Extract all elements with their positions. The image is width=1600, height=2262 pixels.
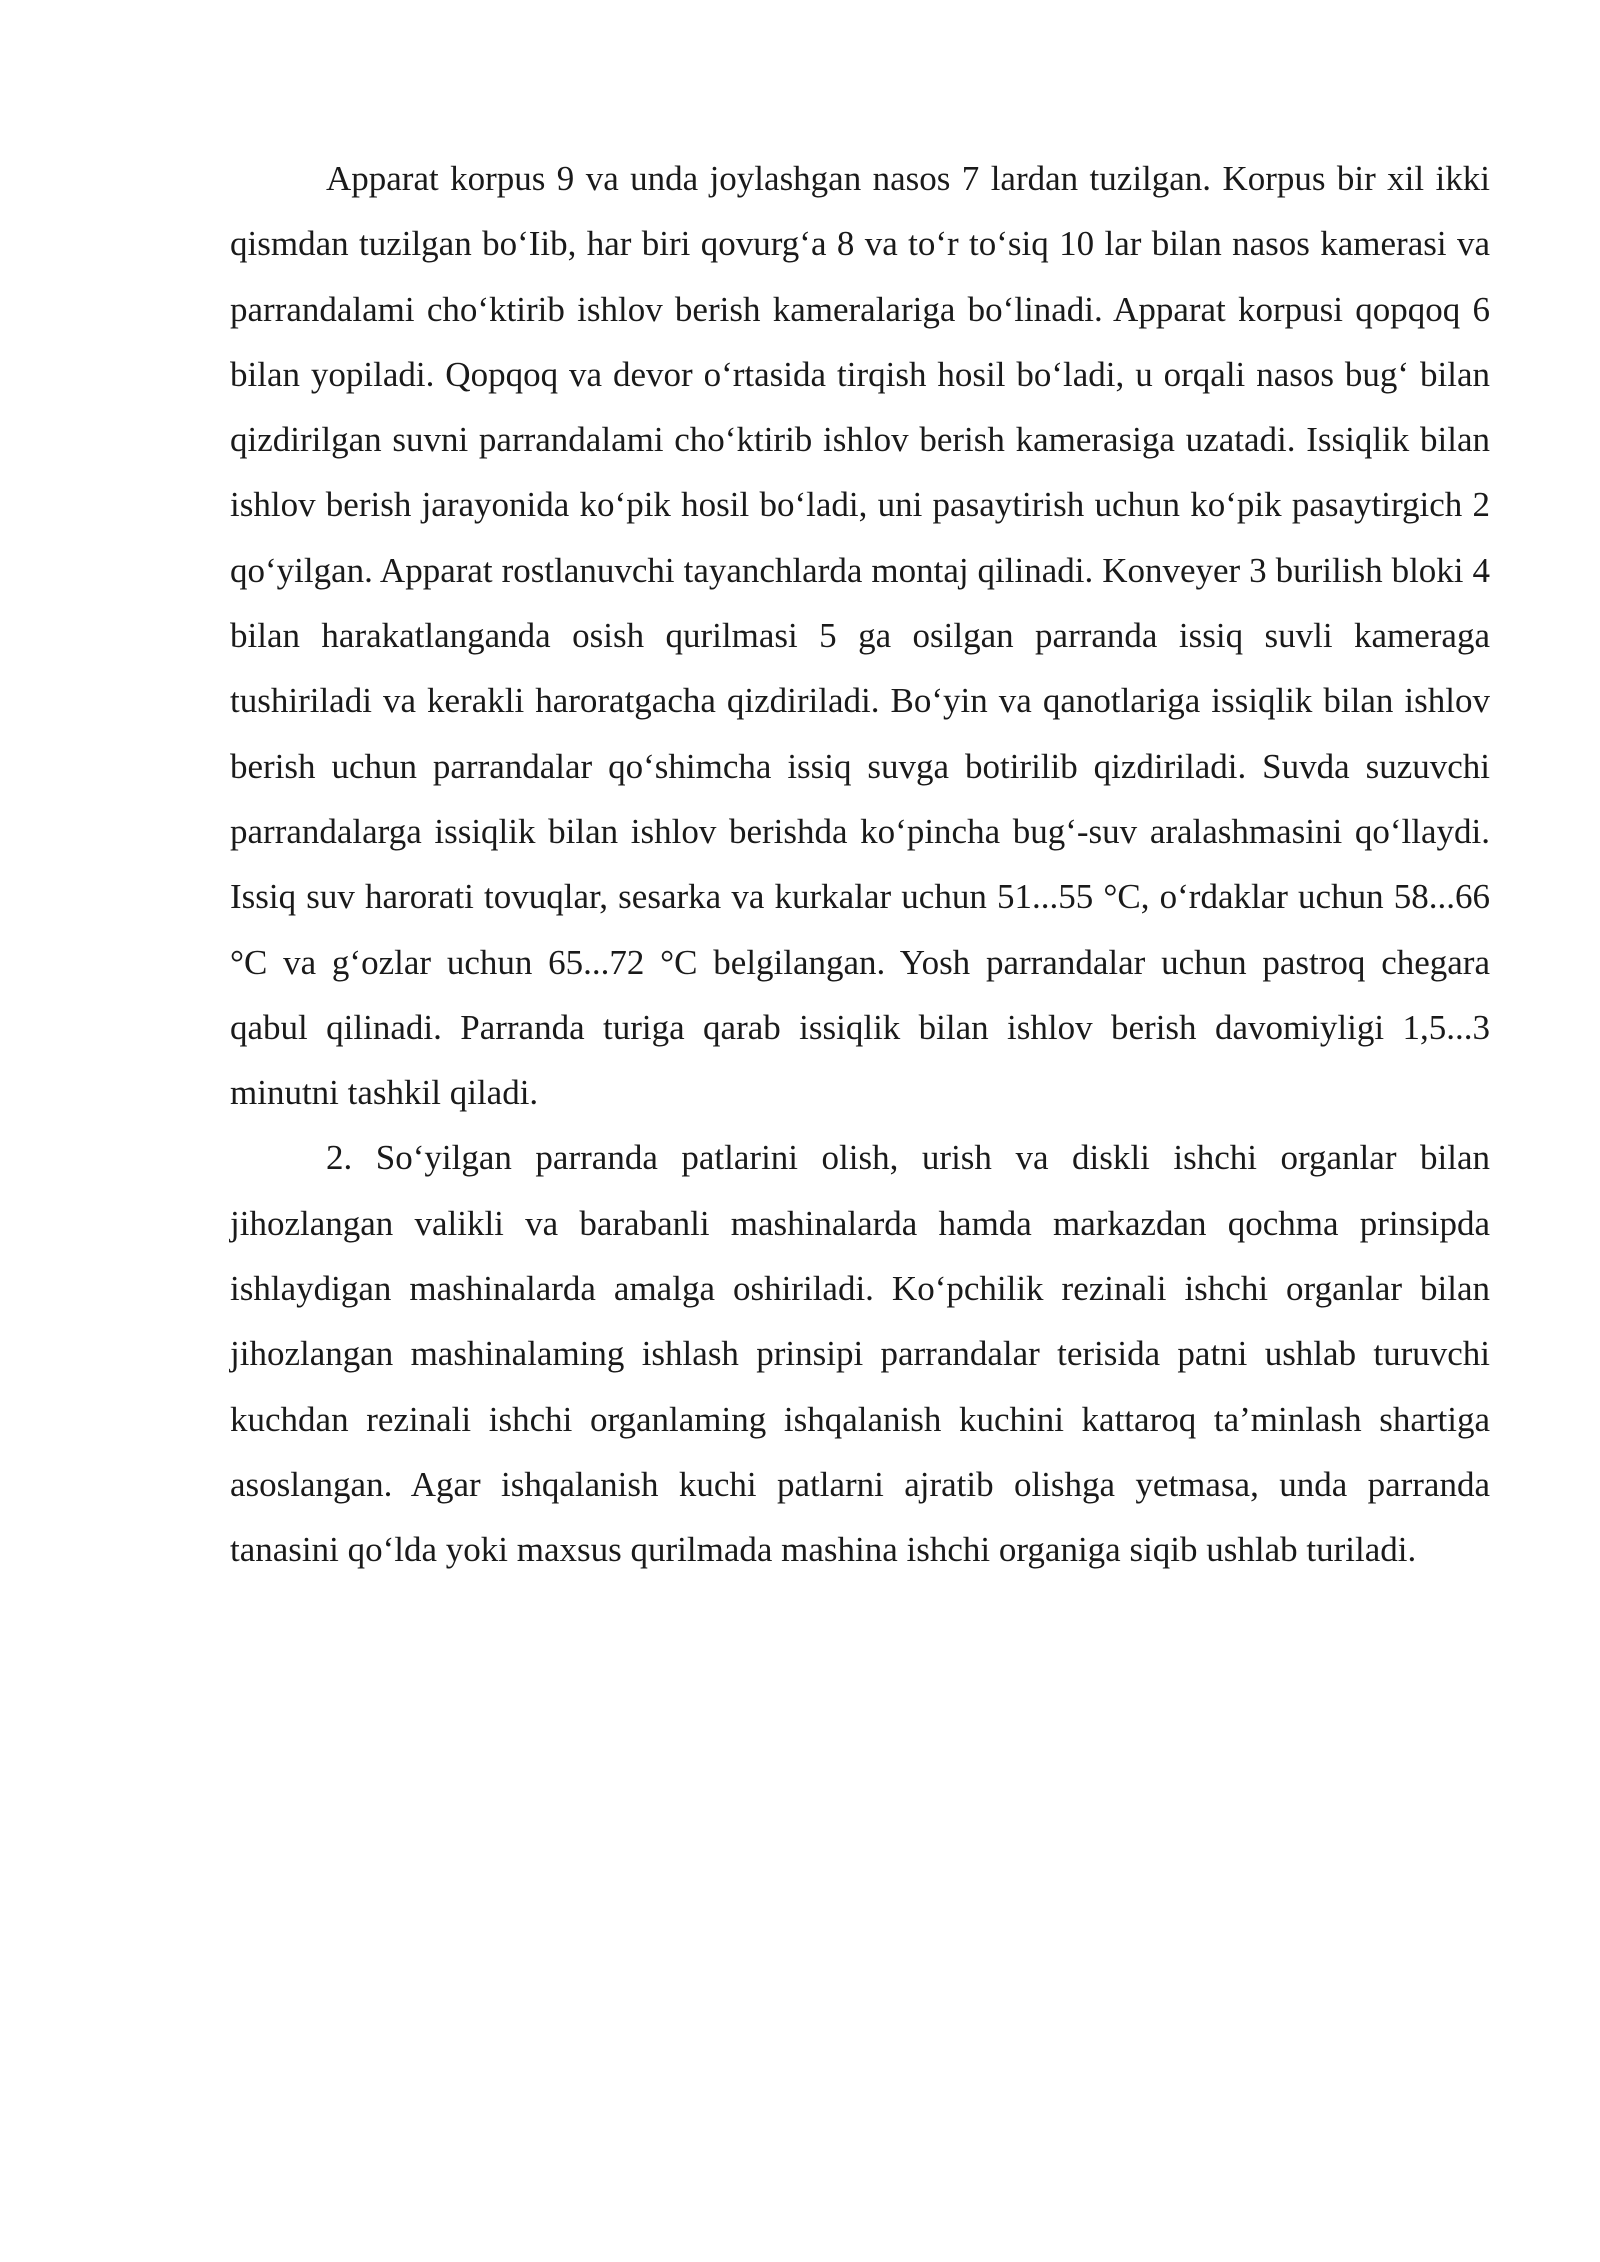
document-body: [230, 146, 1490, 1583]
paragraph-1: Apparat korpus 9 va unda joylashgan nasos 7 lardan tuzilgan. Korpus bir xil ikki qismdan tuzilgan bo‘Iib, har biri qovurg‘a 8 va to‘r to‘siq 10 lar bilan nasos kamerasi va parrandalami cho‘ktirib ishlov berish kameralariga bo‘linadi. Apparat korpusi qopqoq 6 bilan yopiladi. Qopqoq va devor o‘rtasida tirqish hosil bo‘ladi, u orqali nasos bug‘ bilan qizdirilgan suvni parrandalami cho‘ktirib ishlov berish kamerasiga uzatadi. Issiqlik bilan ishlov berish jarayonida ko‘pik hosil bo‘ladi, uni pasaytirish uchun ko‘pik pasaytirgich 2 qo‘yilgan. Apparat rostlanuvchi tayanchlarda montaj qilinadi. Konveyer 3 burilish bloki 4 bilan harakatlanganda osish qurilmasi 5 ga osilgan parranda issiq suvli kameraga tushiriladi va kerakli haroratgacha qizdiriladi. Bo‘yin va qanotlariga issiqlik bilan ishlov berish uchun parrandalar qo‘shimcha issiq suvga botirilib qizdiriladi. Suvda suzuvchi parrandalarga issiqlik bilan ishlov berishda ko‘pincha bug‘-suv aralashmasini qo‘llaydi. Issiq suv harorati tovuqlar, sesarka va kurkalar uchun 51...55 °C, o‘rdaklar uchun 58...66 °C va g‘ozlar uchun 65...72 °C belgilangan. Yosh parrandalar uchun pastroq chegara qabul qilinadi. Parranda turiga qarab issiqlik bilan ishlov berish davomiyligi 1,5...3 minutni tashkil qiladi.: [230, 159, 1490, 1113]
paragraph-2: 2. So‘yilgan parranda patlarini olish, urish va diskli ishchi organlar bilan jihozlangan valikli va barabanli mashinalarda hamda markazdan qochma prinsipda ishlaydigan mashinalarda amalga oshiriladi. Ko‘pchilik rezinali ishchi organlar bilan jihozlangan mashinalaming ishlash prinsipi parrandalar terisida patni ushlab turuvchi kuchdan rezinali ishchi organlaming ishqalanish kuchini kattaroq ta’minlash shartiga asoslangan. Agar ishqalanish kuchi patlarni ajratib olishga yetmasa, unda parranda tanasini qo‘lda yoki maxsus qurilmada mashina ishchi organiga siqib ushlab turiladi.: [230, 1138, 1490, 1570]
